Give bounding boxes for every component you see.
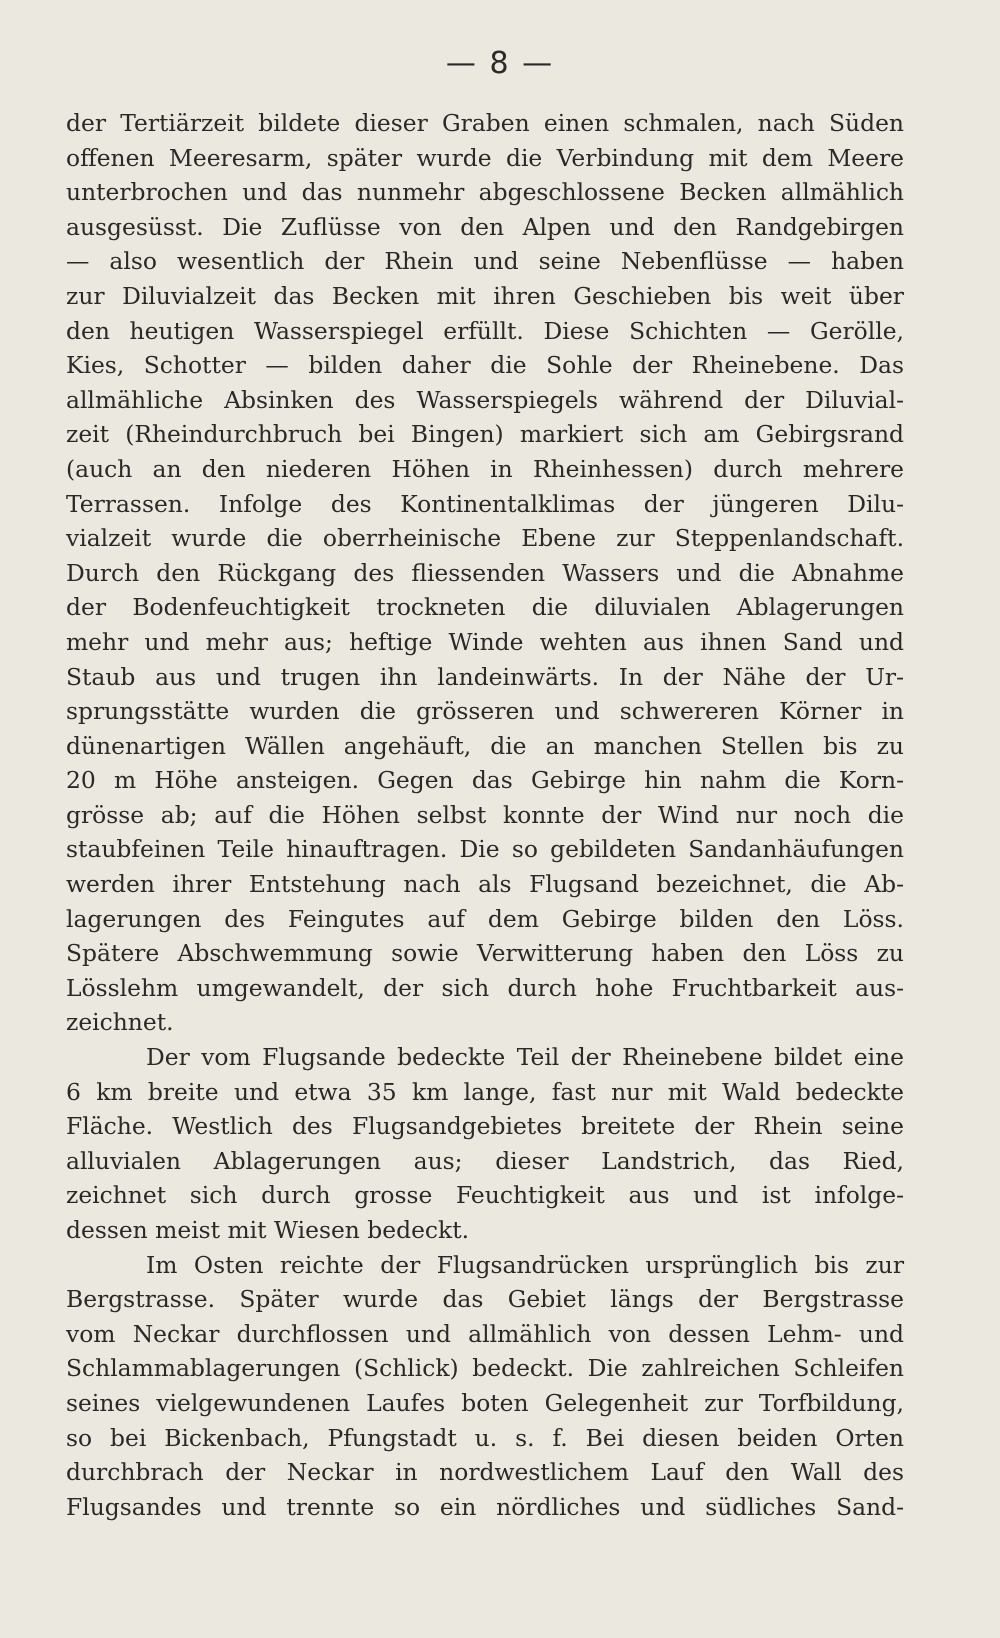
- text-line: Kies, Schotter — bilden daher die Sohle der Rheinebene. Das: [66, 351, 904, 380]
- body-text: [66, 106, 904, 1524]
- text-line: dessen meist mit Wiesen bedeckt.: [66, 1216, 470, 1244]
- text-line: allmähliche Absinken des Wasserspiegels während der Diluvial-: [66, 385, 904, 414]
- text-line: zur Diluvialzeit das Becken mit ihren Geschieben bis weit über: [66, 281, 904, 310]
- text-line: Terrassen. Infolge des Kontinentalklimas der jüngeren Dilu-: [66, 489, 904, 518]
- text-line: dünenartigen Wällen angehäuft, die an manchen Stellen bis zu: [66, 731, 904, 760]
- text-line: Der vom Flugsande bedeckte Teil der Rheinebene bildet eine: [146, 1043, 904, 1072]
- text-line: mehr und mehr aus; heftige Winde wehten aus ihnen Sand und: [66, 627, 904, 656]
- text-line: ausgesüsst. Die Zuflüsse von den Alpen und den Randgebirgen: [66, 212, 904, 241]
- text-line: der Tertiärzeit bildete dieser Graben einen schmalen, nach Süden: [66, 109, 904, 137]
- text-line: Bergstrasse. Später wurde das Gebiet längs der Bergstrasse: [66, 1285, 904, 1314]
- text-line: Durch den Rückgang des fliessenden Wassers und die Abnahme: [66, 558, 904, 587]
- text-line: 6 km breite und etwa 35 km lange, fast nur mit Wald bedeckte: [66, 1077, 904, 1106]
- text-line: durchbrach der Neckar in nordwestlichem Lauf den Wall des: [66, 1458, 904, 1487]
- text-line: vialzeit wurde die oberrheinische Ebene zur Steppenlandschaft.: [66, 524, 904, 553]
- text-line: den heutigen Wasserspiegel erfüllt. Diese Schichten — Gerölle,: [66, 316, 904, 345]
- text-line: zeichnet sich durch grosse Feuchtigkeit aus und ist infolge-: [66, 1181, 904, 1210]
- text-line: Im Osten reichte der Flugsandrücken ursprünglich bis zur: [146, 1250, 904, 1279]
- text-line: Schlammablagerungen (Schlick) bedeckt. Die zahlreichen Schleifen: [66, 1354, 904, 1383]
- text-line: staubfeinen Teile hinauftragen. Die so gebildeten Sandanhäufungen: [66, 835, 904, 864]
- text-line: zeit (Rheindurchbruch bei Bingen) markiert sich am Gebirgsrand: [66, 420, 904, 449]
- text-line: 20 m Höhe ansteigen. Gegen das Gebirge hin nahm die Korn-: [66, 766, 904, 795]
- text-line: alluvialen Ablagerungen aus; dieser Landstrich, das Ried,: [66, 1146, 904, 1175]
- text-line: offenen Meeresarm, später wurde die Verbindung mit dem Meere: [66, 143, 904, 172]
- text-line: sprungsstätte wurden die grösseren und schwereren Körner in: [66, 697, 904, 726]
- page-number: — 8 —: [445, 46, 555, 81]
- text-line: so bei Bickenbach, Pfungstadt u. s. f. Bei diesen beiden Orten: [66, 1423, 904, 1452]
- text-line: Lösslehm umgewandelt, der sich durch hohe Fruchtbarkeit aus-: [66, 973, 904, 1002]
- text-line: zeichnet.: [66, 1008, 174, 1037]
- text-line: der Bodenfeuchtigkeit trockneten die diluvialen Ablagerungen: [66, 593, 904, 622]
- text-line: Fläche. Westlich des Flugsandgebietes breitete der Rhein seine: [66, 1112, 904, 1141]
- text-line: Flugsandes und trennte so ein nördliches und südliches Sand-: [66, 1492, 904, 1521]
- text-line: grösse ab; auf die Höhen selbst konnte der Wind nur noch die: [66, 800, 904, 829]
- text-line: unterbrochen und das nunmehr abgeschlossene Becken allmählich: [66, 178, 904, 207]
- text-line: Spätere Abschwemmung sowie Verwitterung haben den Löss zu: [66, 939, 904, 968]
- text-line: lagerungen des Feingutes auf dem Gebirge bilden den Löss.: [66, 904, 904, 933]
- text-line: (auch an den niederen Höhen in Rheinhessen) durch mehrere: [66, 454, 904, 483]
- text-line: Staub aus und trugen ihn landeinwärts. In der Nähe der Ur-: [66, 662, 904, 691]
- text-line: seines vielgewundenen Laufes boten Gelegenheit zur Torfbildung,: [66, 1388, 904, 1417]
- text-line: vom Neckar durchflossen und allmählich von dessen Lehm- und: [66, 1319, 904, 1348]
- text-line: — also wesentlich der Rhein und seine Nebenflüsse — haben: [66, 247, 904, 276]
- text-line: werden ihrer Entstehung nach als Flugsand bezeichnet, die Ab-: [66, 870, 904, 899]
